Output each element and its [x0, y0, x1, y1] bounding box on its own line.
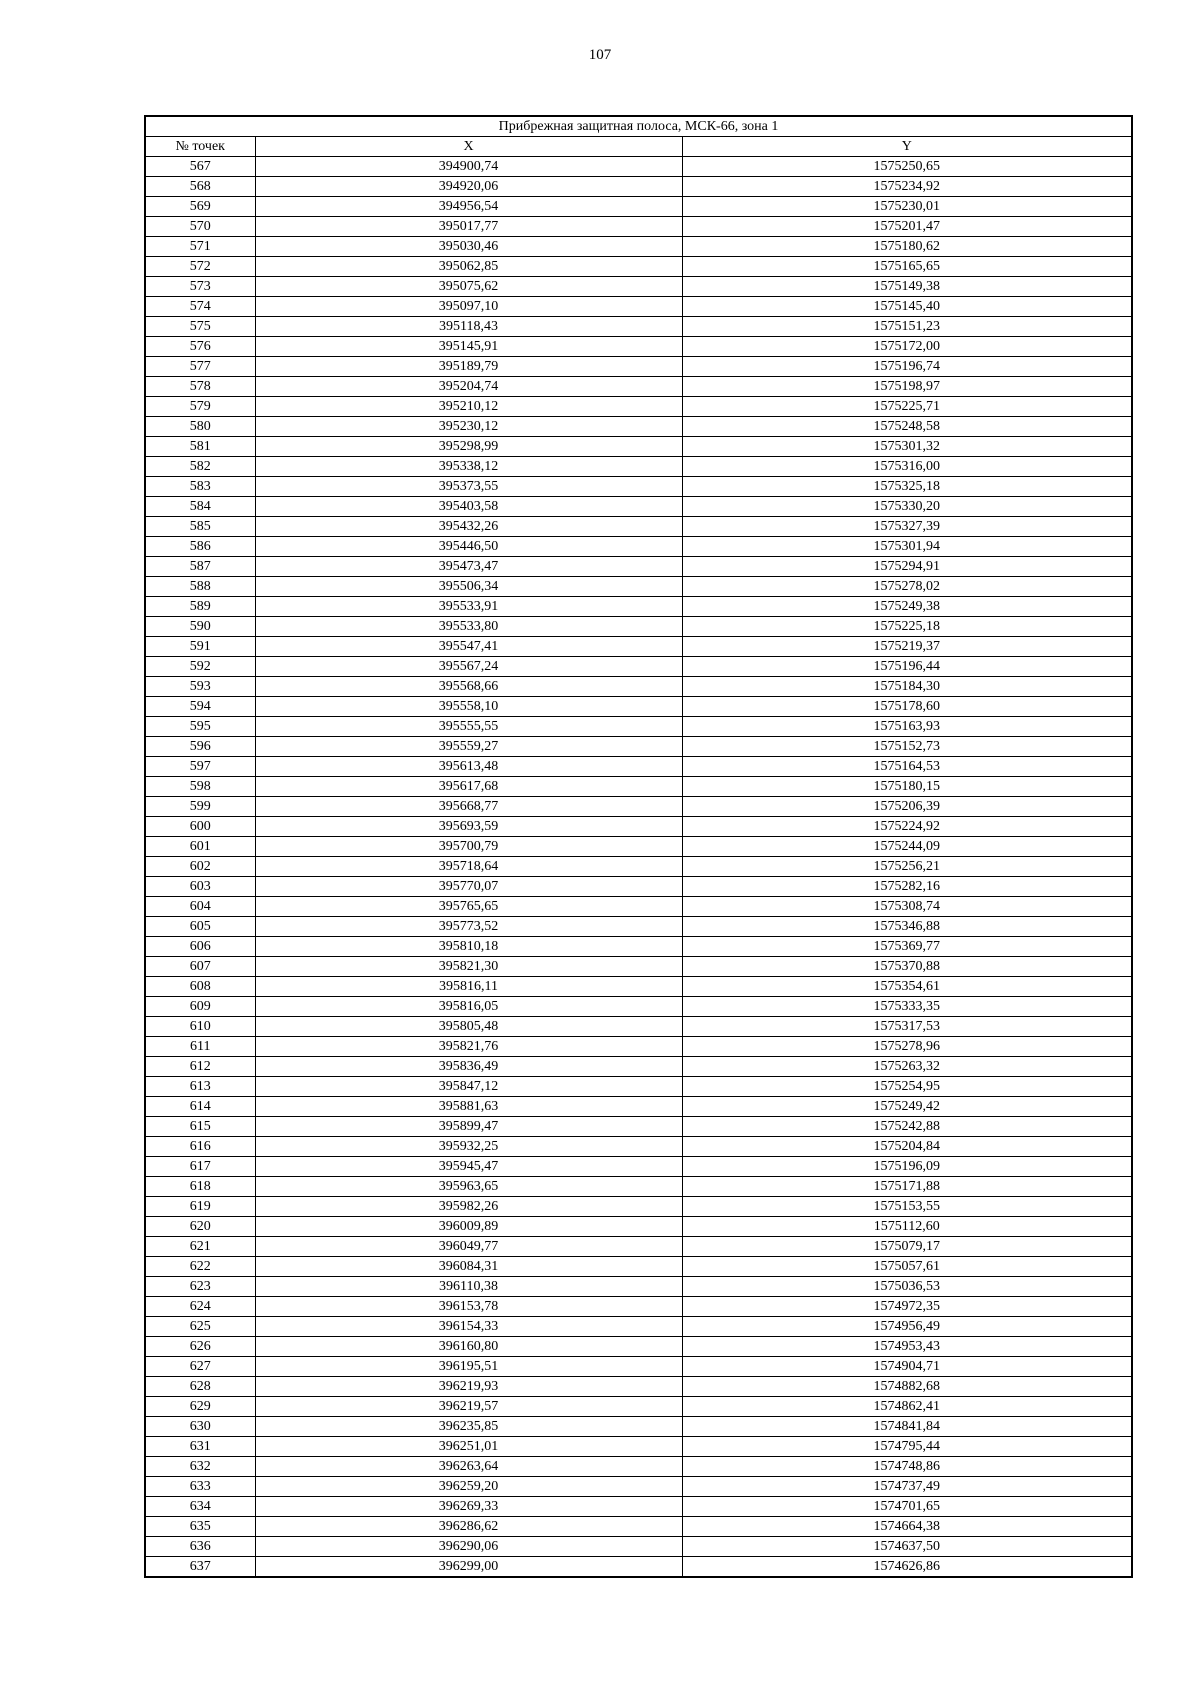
point-number-cell: 602 — [145, 857, 255, 877]
x-cell: 395718,64 — [255, 857, 682, 877]
x-cell: 395555,55 — [255, 717, 682, 737]
table-row — [145, 197, 1132, 217]
y-cell: 1574953,43 — [682, 1337, 1132, 1357]
x-cell: 395963,65 — [255, 1177, 682, 1197]
table-row — [145, 977, 1132, 997]
table-row — [145, 1357, 1132, 1377]
x-cell: 395668,77 — [255, 797, 682, 817]
x-cell: 395773,52 — [255, 917, 682, 937]
y-cell: 1575165,65 — [682, 257, 1132, 277]
point-number-cell: 576 — [145, 337, 255, 357]
x-cell: 395770,07 — [255, 877, 682, 897]
point-number-cell: 631 — [145, 1437, 255, 1457]
table-row — [145, 597, 1132, 617]
y-cell: 1575180,62 — [682, 237, 1132, 257]
table-row — [145, 297, 1132, 317]
table-row — [145, 1117, 1132, 1137]
y-cell: 1575317,53 — [682, 1017, 1132, 1037]
y-cell: 1574748,86 — [682, 1457, 1132, 1477]
y-cell: 1575145,40 — [682, 297, 1132, 317]
y-cell: 1575327,39 — [682, 517, 1132, 537]
x-cell: 395700,79 — [255, 837, 682, 857]
x-cell: 395338,12 — [255, 457, 682, 477]
x-cell: 395062,85 — [255, 257, 682, 277]
table-row — [145, 697, 1132, 717]
table-row — [145, 817, 1132, 837]
point-number-cell: 567 — [145, 157, 255, 177]
y-cell: 1575224,92 — [682, 817, 1132, 837]
point-number-cell: 600 — [145, 817, 255, 837]
y-cell: 1575234,92 — [682, 177, 1132, 197]
point-number-cell: 627 — [145, 1357, 255, 1377]
x-cell: 395189,79 — [255, 357, 682, 377]
point-number-cell: 612 — [145, 1057, 255, 1077]
point-number-cell: 570 — [145, 217, 255, 237]
point-number-cell: 573 — [145, 277, 255, 297]
point-number-cell: 599 — [145, 797, 255, 817]
x-cell: 395298,99 — [255, 437, 682, 457]
table-row — [145, 357, 1132, 377]
y-cell: 1575249,38 — [682, 597, 1132, 617]
table-row — [145, 1037, 1132, 1057]
x-cell: 396251,01 — [255, 1437, 682, 1457]
table-row — [145, 897, 1132, 917]
x-cell: 395810,18 — [255, 937, 682, 957]
table-row — [145, 637, 1132, 657]
point-number-cell: 597 — [145, 757, 255, 777]
point-number-cell: 574 — [145, 297, 255, 317]
x-cell: 395403,58 — [255, 497, 682, 517]
table-row — [145, 397, 1132, 417]
point-number-cell: 578 — [145, 377, 255, 397]
point-number-cell: 620 — [145, 1217, 255, 1237]
point-number-cell: 598 — [145, 777, 255, 797]
table-row — [145, 477, 1132, 497]
table-row — [145, 1017, 1132, 1037]
table-row — [145, 1317, 1132, 1337]
table-row — [145, 177, 1132, 197]
table-row — [145, 1377, 1132, 1397]
y-cell: 1575278,96 — [682, 1037, 1132, 1057]
y-cell: 1575370,88 — [682, 957, 1132, 977]
x-cell: 395017,77 — [255, 217, 682, 237]
point-number-cell: 591 — [145, 637, 255, 657]
point-number-cell: 593 — [145, 677, 255, 697]
x-cell: 395932,25 — [255, 1137, 682, 1157]
y-cell: 1574626,86 — [682, 1557, 1132, 1578]
y-cell: 1575201,47 — [682, 217, 1132, 237]
table-row — [145, 1097, 1132, 1117]
y-cell: 1575036,53 — [682, 1277, 1132, 1297]
table-row — [145, 237, 1132, 257]
point-number-cell: 622 — [145, 1257, 255, 1277]
y-cell: 1575172,00 — [682, 337, 1132, 357]
x-cell: 396219,93 — [255, 1377, 682, 1397]
x-cell: 395847,12 — [255, 1077, 682, 1097]
x-cell: 395821,30 — [255, 957, 682, 977]
table-body — [145, 157, 1132, 1578]
x-cell: 395945,47 — [255, 1157, 682, 1177]
table-row — [145, 877, 1132, 897]
x-cell: 396219,57 — [255, 1397, 682, 1417]
table-row — [145, 557, 1132, 577]
x-cell: 396290,06 — [255, 1537, 682, 1557]
header-x: X — [255, 137, 682, 157]
y-cell: 1575225,18 — [682, 617, 1132, 637]
x-cell: 396160,80 — [255, 1337, 682, 1357]
page-number: 107 — [588, 47, 612, 63]
header-point-number: № точек — [145, 137, 255, 157]
x-cell: 395881,63 — [255, 1097, 682, 1117]
y-cell: 1575204,84 — [682, 1137, 1132, 1157]
point-number-cell: 579 — [145, 397, 255, 417]
table-caption-row — [145, 116, 1132, 137]
point-number-cell: 606 — [145, 937, 255, 957]
y-cell: 1575196,44 — [682, 657, 1132, 677]
point-number-cell: 621 — [145, 1237, 255, 1257]
x-cell: 395097,10 — [255, 297, 682, 317]
y-cell: 1575230,01 — [682, 197, 1132, 217]
table-row — [145, 1537, 1132, 1557]
point-number-cell: 596 — [145, 737, 255, 757]
table-row — [145, 1217, 1132, 1237]
y-cell: 1575369,77 — [682, 937, 1132, 957]
x-cell: 395567,24 — [255, 657, 682, 677]
table-row — [145, 517, 1132, 537]
y-cell: 1574972,35 — [682, 1297, 1132, 1317]
table-row — [145, 1137, 1132, 1157]
y-cell: 1574882,68 — [682, 1377, 1132, 1397]
point-number-cell: 605 — [145, 917, 255, 937]
x-cell: 395816,11 — [255, 977, 682, 997]
x-cell: 396263,64 — [255, 1457, 682, 1477]
point-number-cell: 617 — [145, 1157, 255, 1177]
table-row — [145, 677, 1132, 697]
y-cell: 1575206,39 — [682, 797, 1132, 817]
y-cell: 1574841,84 — [682, 1417, 1132, 1437]
point-number-cell: 584 — [145, 497, 255, 517]
table-row — [145, 377, 1132, 397]
y-cell: 1575308,74 — [682, 897, 1132, 917]
y-cell: 1574701,65 — [682, 1497, 1132, 1517]
x-cell: 396153,78 — [255, 1297, 682, 1317]
point-number-cell: 590 — [145, 617, 255, 637]
point-number-cell: 582 — [145, 457, 255, 477]
y-cell: 1575354,61 — [682, 977, 1132, 997]
x-cell: 395613,48 — [255, 757, 682, 777]
y-cell: 1575196,74 — [682, 357, 1132, 377]
y-cell: 1574637,50 — [682, 1537, 1132, 1557]
table-row — [145, 1477, 1132, 1497]
table-row — [145, 1337, 1132, 1357]
x-cell: 396009,89 — [255, 1217, 682, 1237]
x-cell: 395836,49 — [255, 1057, 682, 1077]
table-row — [145, 737, 1132, 757]
table-row — [145, 1417, 1132, 1437]
x-cell: 396259,20 — [255, 1477, 682, 1497]
table-row — [145, 1177, 1132, 1197]
y-cell: 1575149,38 — [682, 277, 1132, 297]
x-cell: 394956,54 — [255, 197, 682, 217]
x-cell: 395446,50 — [255, 537, 682, 557]
point-number-cell: 577 — [145, 357, 255, 377]
table-row — [145, 717, 1132, 737]
table-row — [145, 1077, 1132, 1097]
y-cell: 1575325,18 — [682, 477, 1132, 497]
table-row — [145, 1197, 1132, 1217]
point-number-cell: 585 — [145, 517, 255, 537]
table-row — [145, 157, 1132, 177]
table-row — [145, 1257, 1132, 1277]
table-row — [145, 837, 1132, 857]
y-cell: 1575164,53 — [682, 757, 1132, 777]
y-cell: 1575254,95 — [682, 1077, 1132, 1097]
y-cell: 1575153,55 — [682, 1197, 1132, 1217]
y-cell: 1575294,91 — [682, 557, 1132, 577]
point-number-cell: 636 — [145, 1537, 255, 1557]
table-row — [145, 1497, 1132, 1517]
point-number-cell: 619 — [145, 1197, 255, 1217]
table-row — [145, 277, 1132, 297]
point-number-cell: 632 — [145, 1457, 255, 1477]
y-cell: 1574862,41 — [682, 1397, 1132, 1417]
table-row — [145, 917, 1132, 937]
x-cell: 395765,65 — [255, 897, 682, 917]
table-row — [145, 417, 1132, 437]
table-row — [145, 857, 1132, 877]
x-cell: 396154,33 — [255, 1317, 682, 1337]
table-row — [145, 437, 1132, 457]
y-cell: 1575278,02 — [682, 577, 1132, 597]
table-row — [145, 777, 1132, 797]
point-number-cell: 616 — [145, 1137, 255, 1157]
point-number-cell: 589 — [145, 597, 255, 617]
x-cell: 394920,06 — [255, 177, 682, 197]
x-cell: 396286,62 — [255, 1517, 682, 1537]
x-cell: 396195,51 — [255, 1357, 682, 1377]
x-cell: 396299,00 — [255, 1557, 682, 1578]
y-cell: 1574904,71 — [682, 1357, 1132, 1377]
x-cell: 395547,41 — [255, 637, 682, 657]
x-cell: 395373,55 — [255, 477, 682, 497]
point-number-cell: 634 — [145, 1497, 255, 1517]
y-cell: 1574737,49 — [682, 1477, 1132, 1497]
x-cell: 395204,74 — [255, 377, 682, 397]
table-row — [145, 1057, 1132, 1077]
table-row — [145, 957, 1132, 977]
point-number-cell: 623 — [145, 1277, 255, 1297]
table-row — [145, 937, 1132, 957]
y-cell: 1575198,97 — [682, 377, 1132, 397]
x-cell: 395558,10 — [255, 697, 682, 717]
point-number-cell: 625 — [145, 1317, 255, 1337]
y-cell: 1575242,88 — [682, 1117, 1132, 1137]
y-cell: 1574795,44 — [682, 1437, 1132, 1457]
y-cell: 1575178,60 — [682, 697, 1132, 717]
point-number-cell: 580 — [145, 417, 255, 437]
x-cell: 395118,43 — [255, 317, 682, 337]
x-cell: 395030,46 — [255, 237, 682, 257]
table-row — [145, 617, 1132, 637]
y-cell: 1575196,09 — [682, 1157, 1132, 1177]
table-row — [145, 317, 1132, 337]
x-cell: 396269,33 — [255, 1497, 682, 1517]
y-cell: 1575263,32 — [682, 1057, 1132, 1077]
y-cell: 1575282,16 — [682, 877, 1132, 897]
table-row — [145, 217, 1132, 237]
x-cell: 396049,77 — [255, 1237, 682, 1257]
x-cell: 395145,91 — [255, 337, 682, 357]
point-number-cell: 610 — [145, 1017, 255, 1037]
y-cell: 1575171,88 — [682, 1177, 1132, 1197]
point-number-cell: 604 — [145, 897, 255, 917]
x-cell: 395533,80 — [255, 617, 682, 637]
point-number-cell: 581 — [145, 437, 255, 457]
y-cell: 1574664,38 — [682, 1517, 1132, 1537]
point-number-cell: 626 — [145, 1337, 255, 1357]
point-number-cell: 614 — [145, 1097, 255, 1117]
x-cell: 395506,34 — [255, 577, 682, 597]
point-number-cell: 572 — [145, 257, 255, 277]
table-row — [145, 1297, 1132, 1317]
coordinates-table — [144, 115, 1133, 1578]
y-cell: 1575256,21 — [682, 857, 1132, 877]
point-number-cell: 592 — [145, 657, 255, 677]
point-number-cell: 587 — [145, 557, 255, 577]
header-y: Y — [682, 137, 1132, 157]
x-cell: 395473,47 — [255, 557, 682, 577]
y-cell: 1575250,65 — [682, 157, 1132, 177]
point-number-cell: 608 — [145, 977, 255, 997]
table-row — [145, 1437, 1132, 1457]
table-row — [145, 757, 1132, 777]
y-cell: 1575301,94 — [682, 537, 1132, 557]
table-row — [145, 1457, 1132, 1477]
y-cell: 1575316,00 — [682, 457, 1132, 477]
x-cell: 395693,59 — [255, 817, 682, 837]
y-cell: 1574956,49 — [682, 1317, 1132, 1337]
table-row — [145, 997, 1132, 1017]
x-cell: 395816,05 — [255, 997, 682, 1017]
point-number-cell: 635 — [145, 1517, 255, 1537]
x-cell: 395617,68 — [255, 777, 682, 797]
y-cell: 1575219,37 — [682, 637, 1132, 657]
y-cell: 1575163,93 — [682, 717, 1132, 737]
table-row — [145, 577, 1132, 597]
x-cell: 396084,31 — [255, 1257, 682, 1277]
y-cell: 1575249,42 — [682, 1097, 1132, 1117]
point-number-cell: 603 — [145, 877, 255, 897]
table-row — [145, 497, 1132, 517]
y-cell: 1575248,58 — [682, 417, 1132, 437]
point-number-cell: 609 — [145, 997, 255, 1017]
y-cell: 1575184,30 — [682, 677, 1132, 697]
x-cell: 394900,74 — [255, 157, 682, 177]
point-number-cell: 615 — [145, 1117, 255, 1137]
y-cell: 1575346,88 — [682, 917, 1132, 937]
y-cell: 1575057,61 — [682, 1257, 1132, 1277]
point-number-cell: 630 — [145, 1417, 255, 1437]
table-row — [145, 1517, 1132, 1537]
x-cell: 395075,62 — [255, 277, 682, 297]
x-cell: 395230,12 — [255, 417, 682, 437]
y-cell: 1575152,73 — [682, 737, 1132, 757]
point-number-cell: 595 — [145, 717, 255, 737]
point-number-cell: 624 — [145, 1297, 255, 1317]
point-number-cell: 583 — [145, 477, 255, 497]
y-cell: 1575225,71 — [682, 397, 1132, 417]
table-row — [145, 1397, 1132, 1417]
x-cell: 395821,76 — [255, 1037, 682, 1057]
y-cell: 1575330,20 — [682, 497, 1132, 517]
point-number-cell: 618 — [145, 1177, 255, 1197]
table-row — [145, 1157, 1132, 1177]
y-cell: 1575151,23 — [682, 317, 1132, 337]
point-number-cell: 594 — [145, 697, 255, 717]
point-number-cell: 637 — [145, 1557, 255, 1578]
table-row — [145, 1557, 1132, 1578]
point-number-cell: 601 — [145, 837, 255, 857]
x-cell: 395568,66 — [255, 677, 682, 697]
x-cell: 396235,85 — [255, 1417, 682, 1437]
y-cell: 1575301,32 — [682, 437, 1132, 457]
point-number-cell: 633 — [145, 1477, 255, 1497]
table-row — [145, 257, 1132, 277]
x-cell: 395899,47 — [255, 1117, 682, 1137]
y-cell: 1575180,15 — [682, 777, 1132, 797]
point-number-cell: 588 — [145, 577, 255, 597]
table-row — [145, 1277, 1132, 1297]
point-number-cell: 607 — [145, 957, 255, 977]
table-row — [145, 457, 1132, 477]
table-row — [145, 337, 1132, 357]
point-number-cell: 571 — [145, 237, 255, 257]
table-caption: Прибрежная защитная полоса, МСК-66, зона 1 — [145, 116, 1132, 137]
point-number-cell: 628 — [145, 1377, 255, 1397]
x-cell: 395982,26 — [255, 1197, 682, 1217]
table-row — [145, 1237, 1132, 1257]
table-header-row — [145, 137, 1132, 157]
point-number-cell: 568 — [145, 177, 255, 197]
y-cell: 1575112,60 — [682, 1217, 1132, 1237]
y-cell: 1575079,17 — [682, 1237, 1132, 1257]
table-row — [145, 657, 1132, 677]
point-number-cell: 629 — [145, 1397, 255, 1417]
point-number-cell: 569 — [145, 197, 255, 217]
point-number-cell: 611 — [145, 1037, 255, 1057]
table-row — [145, 797, 1132, 817]
x-cell: 395559,27 — [255, 737, 682, 757]
x-cell: 395210,12 — [255, 397, 682, 417]
y-cell: 1575244,09 — [682, 837, 1132, 857]
x-cell: 396110,38 — [255, 1277, 682, 1297]
x-cell: 395805,48 — [255, 1017, 682, 1037]
point-number-cell: 575 — [145, 317, 255, 337]
point-number-cell: 613 — [145, 1077, 255, 1097]
x-cell: 395432,26 — [255, 517, 682, 537]
point-number-cell: 586 — [145, 537, 255, 557]
x-cell: 395533,91 — [255, 597, 682, 617]
y-cell: 1575333,35 — [682, 997, 1132, 1017]
table-row — [145, 537, 1132, 557]
